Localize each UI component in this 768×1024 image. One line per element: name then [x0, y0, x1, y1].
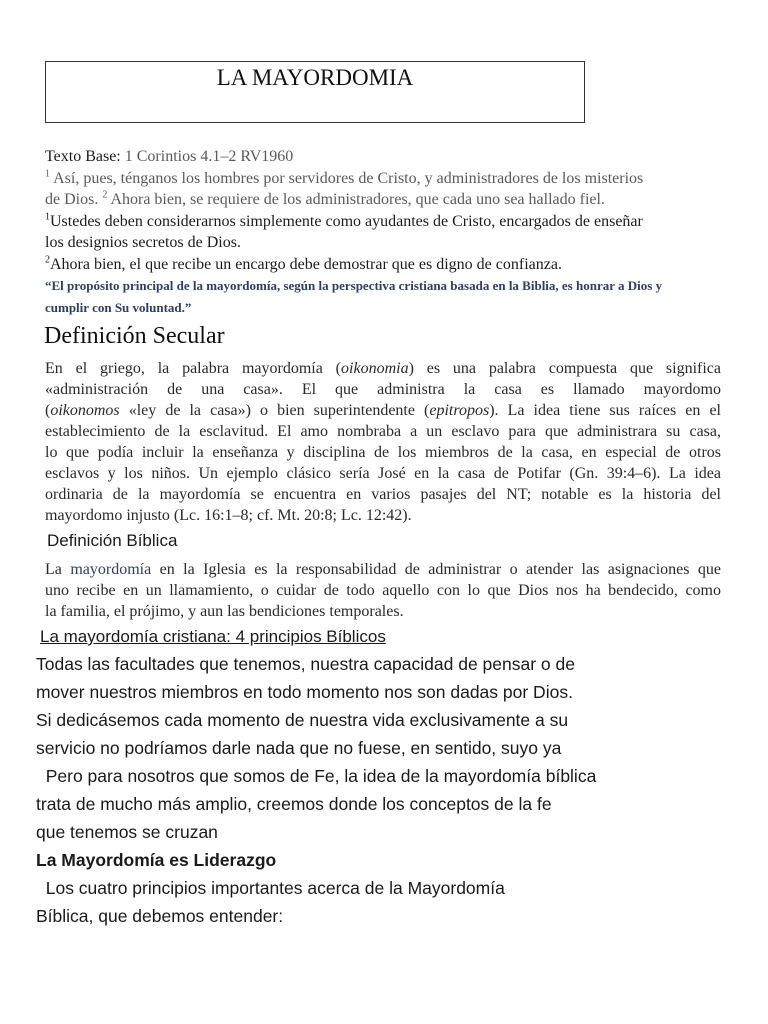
biblica-line: uno recibe en un llamamiento, o cuidar de todo aquello con lo que Dios nos ha bendecido, como: [45, 582, 721, 599]
alt-verse-1-text: Ustedes deben considerarnos simplemente como ayudantes de Cristo, encargados de enseñar: [50, 212, 643, 230]
secular-line: En el griego, la palabra mayordomía (oikonomia) es una palabra compuesta que significa: [45, 360, 722, 377]
secular-line: esclavos y los niños. Un ejemplo clásico sería José en la casa de Potifar (Gn. 39:4–6). La idea: [45, 465, 721, 482]
biblica-line: La mayordomía en la Iglesia es la responsabilidad de administrar o atender las asignaciones que: [45, 561, 722, 578]
alt-verse-1-number: 1: [45, 211, 50, 223]
principios-line: mover nuestros miembros en todo momento nos son dadas por Dios.: [36, 682, 573, 702]
liderazgo-line: Los cuatro principios importantes acerca de la Mayordomía: [36, 878, 505, 898]
biblica-line: la familia, el prójimo, y aun las bendiciones temporales.: [45, 603, 404, 620]
purpose-quote-line-1: “El propósito principal de la mayordomía, según la perspectiva cristiana basada en la Biblia, es honrar a Dios y: [45, 278, 663, 293]
verse-1-text-cont: de Dios.: [45, 191, 103, 208]
verse-1-text: Así, pues, ténganos los hombres por servidores de Cristo, y administradores de los misterios: [50, 169, 644, 187]
biblica-heading: Definición Bíblica: [47, 531, 178, 550]
secular-line: ordinaria de la mayordomía se encuentra en varios pasajes del NT; notable es la historia del: [45, 486, 721, 503]
title-box: [45, 61, 585, 123]
mayordomia-link[interactable]: mayordomía: [70, 561, 152, 578]
principios-line: Todas las facultades que tenemos, nuestra capacidad de pensar o de: [36, 654, 575, 674]
principios-line: que tenemos se cruzan: [36, 822, 218, 842]
verse-1-line-2: [45, 189, 725, 211]
purpose-quote: [45, 275, 725, 319]
principios-heading: La mayordomía cristiana: 4 principios Bíblicos: [40, 627, 386, 646]
liderazgo-line: Bíblica, que debemos entender:: [36, 906, 284, 926]
alt-verse-2-number: 2: [45, 254, 50, 266]
purpose-quote-line-2: cumplir con Su voluntad.”: [45, 300, 192, 315]
texto-base-label: Texto Base:: [45, 148, 121, 165]
secular-line: lo que podía incluir la enseñanza y disciplina de los miembros de la casa, en especial de otros: [45, 444, 721, 461]
texto-base-ref: 1 Corintios 4.1–2 RV1960: [120, 148, 294, 165]
principios-line: Pero para nosotros que somos de Fe, la idea de la mayordomía bíblica: [36, 766, 597, 786]
secular-line: mayordomo injusto (Lc. 16:1–8; cf. Mt. 20:8; Lc. 12:42).: [45, 507, 412, 524]
principios-line: Si dedicásemos cada momento de nuestra vida exclusivamente a su: [36, 710, 569, 730]
secular-line: (oikonomos «ley de la casa») o bien superintendente (epitropos). La idea tiene sus raíces en el: [45, 402, 721, 419]
document-title: LA MAYORDOMIA: [216, 65, 414, 90]
verse-1-line-1: [45, 168, 725, 190]
secular-line: establecimiento de la esclavitud. El amo nombraba a un esclavo para que administrara su casa,: [45, 423, 721, 440]
secular-paragraph: [45, 358, 721, 526]
principios-line: servicio no podríamos darle nada que no fuese, en sentido, suyo ya: [36, 738, 562, 758]
alt-verse-1-line-1: [45, 211, 725, 233]
verse-2-number: 2: [102, 189, 108, 201]
principios-line: trata de mucho más amplio, creemos donde los conceptos de la fe: [36, 794, 552, 814]
secular-heading: Definición Secular: [44, 323, 225, 349]
principios-body: [36, 650, 736, 930]
biblica-paragraph: [45, 559, 721, 622]
secular-line: «administración de una casa». El que administra la casa es llamado mayordomo: [45, 381, 721, 398]
texto-base-block: [45, 146, 725, 319]
alt-verse-1-line-2: los designios secretos de Dios.: [45, 234, 241, 251]
verse-1-number: 1: [45, 168, 50, 180]
liderazgo-heading: La Mayordomía es Liderazgo: [36, 850, 277, 870]
verse-2-text: Ahora bien, se requiere de los administradores, que cada uno sea hallado fiel.: [107, 191, 605, 208]
texto-base-line: [45, 146, 725, 168]
alt-verse-2-text: Ahora bien, el que recibe un encargo debe demostrar que es digno de confianza.: [50, 255, 562, 273]
alt-verse-2-line: [45, 254, 725, 276]
